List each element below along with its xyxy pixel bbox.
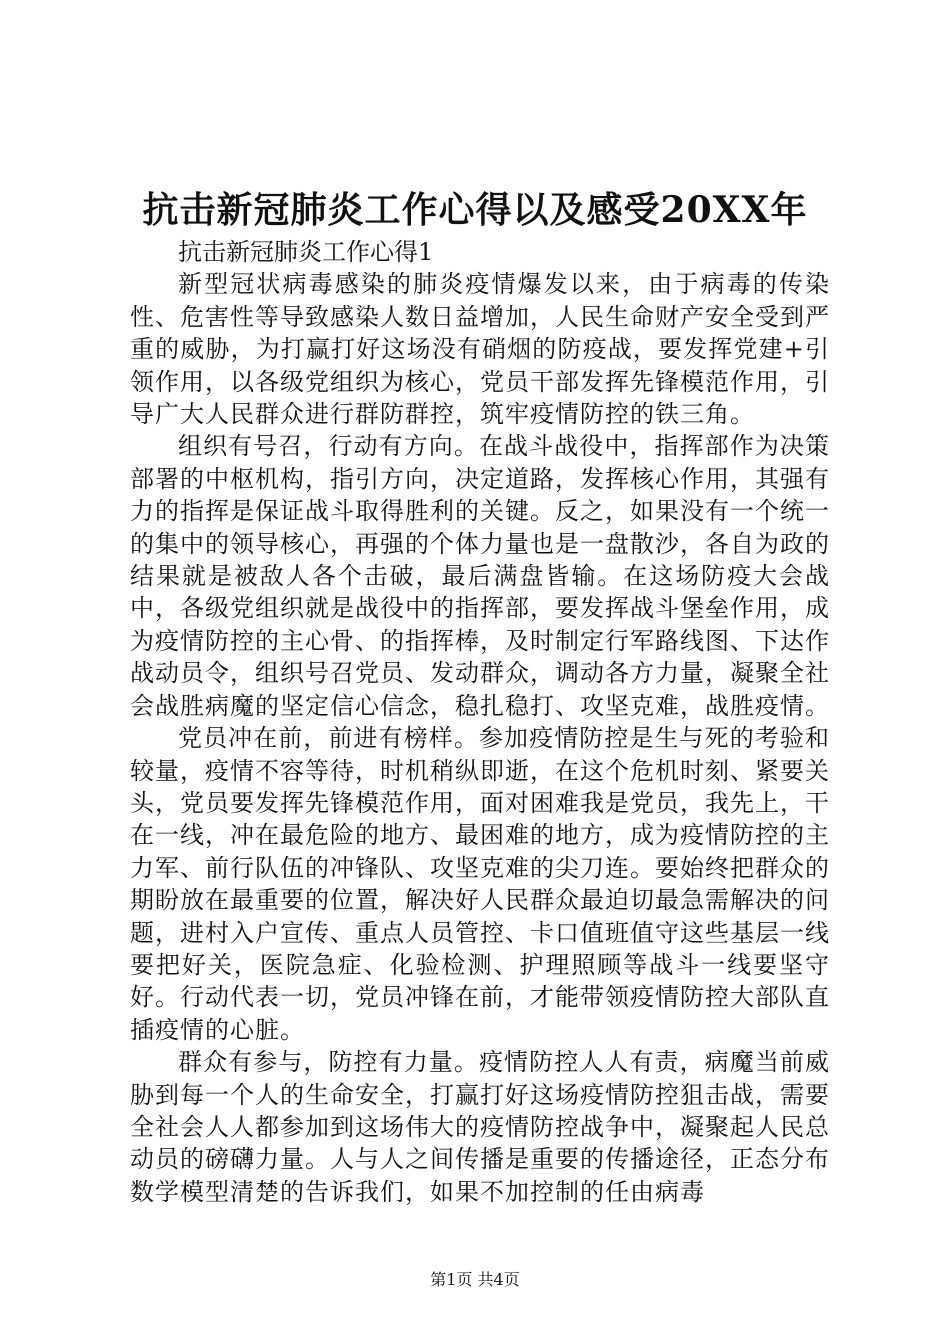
document-body bbox=[130, 236, 830, 1208]
paragraph-intro: 新型冠状病毒感染的肺炎疫情爆发以来，由于病毒的传染性、危害性等导致感染人数日益增加，人民生命财产安全受到严重的威胁，为打赢打好这场没有硝烟的防疫战，要发挥党建+引领作用，以各级党组织为核心，党员干部发挥先锋模范作用，引导广大人民群众进行群防群控，筑牢疫情防控的铁三角。 bbox=[130, 270, 830, 429]
section-heading: 抗击新冠肺炎工作心得1 bbox=[178, 238, 434, 266]
page-number-footer: 第1页 共4页 bbox=[430, 1270, 520, 1289]
paragraph-party-members: 党员冲在前，前进有榜样。参加疫情防控是生与死的考验和较量，疫情不容等待，时机稍纵即逝，在这个危机时刻、紧要关头，党员要发挥先锋模范作用，面对困难我是党员，我先上，干在一线，冲在最危险的地方、最困难的地方，成为疫情防控的主力军、前行队伍的冲锋队、攻坚克难的尖刀连。要始终把群众的期盼放在最重要的位置，解决好人民群众最迫切最急需解决的问题，进村入户宣传、重点人员管控、卡口值班值守这些基层一线要把好关，医院急症、化验检测、护理照顾等战斗一线要坚守好。行动代表一切，党员冲锋在前，才能带领疫情防控大部队直插疫情的心脏。 bbox=[130, 724, 830, 1044]
document-title: 抗击新冠肺炎工作心得以及感受20XX年 bbox=[142, 189, 808, 231]
paragraph-organization: 组织有号召，行动有方向。在战斗战役中，指挥部作为决策部署的中枢机构，指引方向，决定道路，发挥核心作用，其强有力的指挥是保证战斗取得胜利的关键。反之，如果没有一个统一的集中的领导核心，再强的个体力量也是一盘散沙，各自为政的结果就是被敌人各个击破，最后满盘皆输。在这场防疫大会战中，各级党组织就是战役中的指挥部，要发挥战斗堡垒作用，成为疫情防控的主心骨、的指挥棒，及时制定行军路线图、下达作战动员令，组织号召党员、发动群众，调动各方力量，凝聚全社会战胜病魔的坚定信心信念，稳扎稳打、攻坚克难，战胜疫情。 bbox=[130, 432, 830, 720]
paragraph-public-participation: 群众有参与，防控有力量。疫情防控人人有责，病魔当前威胁到每一个人的生命安全，打赢打好这场疫情防控狙击战，需要全社会人人都参加到这场伟大的疫情防控战争中，凝聚起人民总动员的磅礴力量。人与人之间传播是重要的传播途径，正态分布数学模型清楚的告诉我们，如果不加控制的任由病毒 bbox=[130, 1048, 830, 1206]
